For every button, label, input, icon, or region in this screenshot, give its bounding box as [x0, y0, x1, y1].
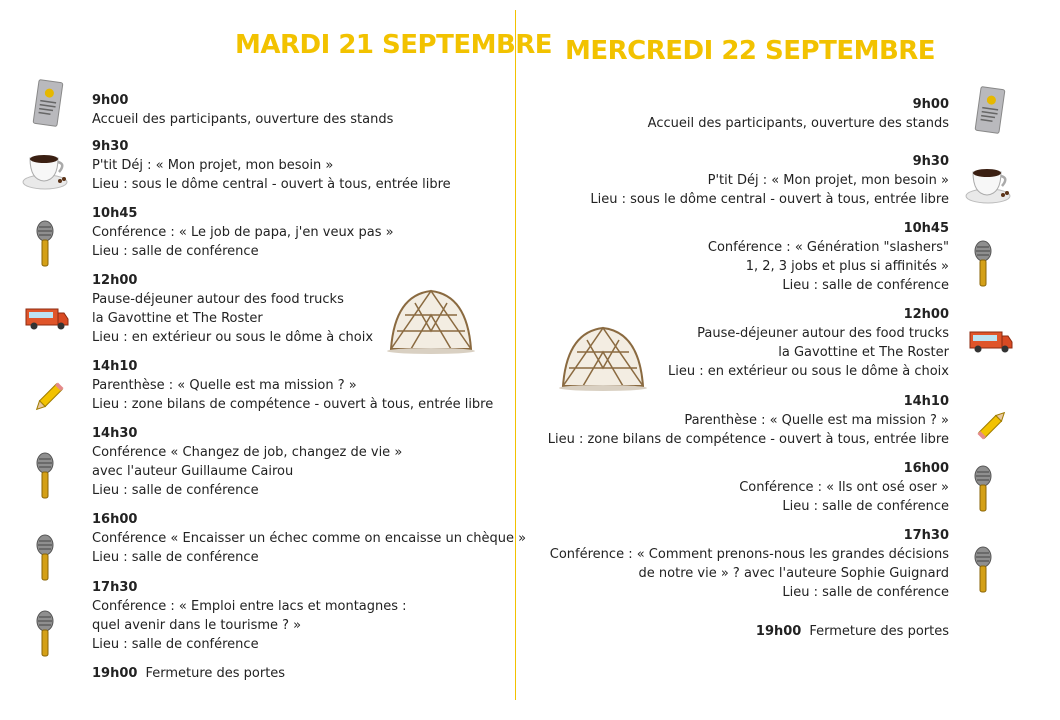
- event-line: Accueil des participants, ouverture des stands: [647, 116, 949, 131]
- event-time: 9h30: [92, 139, 129, 154]
- event-line: Lieu : salle de conférence: [92, 483, 259, 498]
- event-line: Conférence « Encaisser un échec comme on encaisse un chèque »: [92, 531, 527, 546]
- event-line: Lieu : sous le dôme central - ouvert à tous, entrée libre: [590, 192, 949, 207]
- pencil-icon: [975, 406, 1011, 442]
- event-right-1730: [550, 527, 949, 602]
- event-line: Lieu : salle de conférence: [782, 499, 949, 514]
- event-time: 9h00: [92, 93, 129, 108]
- event-line: avec l'auteur Guillaume Cairou: [92, 464, 294, 479]
- event-line: Fermeture des portes: [809, 624, 949, 639]
- event-right-1200: [668, 306, 949, 381]
- microphone-icon: [972, 465, 994, 513]
- event-line: Conférence : « Le job de papa, j'en veux pas »: [92, 225, 394, 240]
- event-time: 12h00: [92, 273, 138, 288]
- event-time: 10h45: [92, 206, 138, 221]
- name-badge-icon: [30, 75, 66, 131]
- pencil-icon: [30, 380, 66, 416]
- event-line: Lieu : salle de conférence: [92, 550, 259, 565]
- event-time: 17h30: [92, 580, 138, 595]
- microphone-icon: [34, 610, 56, 658]
- event-time: 14h30: [92, 426, 138, 441]
- event-line: Conférence : « Emploi entre lacs et montagnes :: [92, 599, 407, 614]
- event-line: Lieu : salle de conférence: [92, 244, 259, 259]
- event-left-1200: [92, 272, 373, 347]
- event-line: la Gavottine et The Roster: [778, 345, 949, 360]
- event-right-1900: [756, 622, 949, 641]
- food-truck-icon: [24, 305, 70, 331]
- event-line: Lieu : salle de conférence: [782, 278, 949, 293]
- event-line: Conférence : « Génération "slashers": [707, 240, 949, 255]
- event-line: 1, 2, 3 jobs et plus si affinités »: [745, 259, 949, 274]
- event-line: Lieu : zone bilans de compétence - ouvert à tous, entrée libre: [547, 432, 949, 447]
- event-line: Pause-déjeuner autour des food trucks: [697, 326, 949, 341]
- event-time: 19h00: [755, 624, 802, 639]
- event-line: Parenthèse : « Quelle est ma mission ? »: [92, 378, 357, 393]
- event-left-1410: [92, 358, 493, 414]
- event-time: 9h30: [912, 154, 949, 169]
- event-line: de notre vie » ? avec l'auteure Sophie Guignard: [638, 566, 949, 581]
- event-right-1600: [739, 460, 949, 516]
- event-line: quel avenir dans le tourisme ? »: [92, 618, 302, 633]
- event-right-1410: [548, 393, 949, 449]
- event-right-0900: [648, 96, 949, 133]
- event-left-1600: [92, 511, 526, 567]
- event-line: Conférence : « Comment prenons-nous les grandes décisions: [549, 547, 949, 562]
- microphone-icon: [34, 534, 56, 582]
- event-line: P'tit Déj : « Mon projet, mon besoin »: [707, 173, 949, 188]
- event-right-1045: [708, 220, 949, 295]
- event-line: la Gavottine et The Roster: [92, 311, 263, 326]
- day-title-wednesday: MERCREDI 22 SEPTEMBRE: [565, 36, 936, 66]
- event-time: 14h10: [92, 359, 138, 374]
- event-line: Lieu : en extérieur ou sous le dôme à choix: [92, 330, 374, 345]
- coffee-cup-icon: [965, 162, 1013, 206]
- event-line: Pause-déjeuner autour des food trucks: [92, 292, 344, 307]
- event-line: Lieu : salle de conférence: [782, 585, 949, 600]
- event-left-0900: [92, 92, 393, 129]
- column-divider: [515, 10, 516, 700]
- event-line: P'tit Déj : « Mon projet, mon besoin »: [92, 158, 334, 173]
- event-time: 14h10: [903, 394, 949, 409]
- event-left-1430: [92, 425, 402, 500]
- event-line: Lieu : zone bilans de compétence - ouvert à tous, entrée libre: [92, 397, 494, 412]
- event-line: Conférence « Changez de job, changez de vie »: [92, 445, 403, 460]
- event-time: 19h00: [92, 666, 138, 681]
- event-time: 10h45: [903, 221, 949, 236]
- event-time: 12h00: [903, 307, 949, 322]
- event-time: 16h00: [903, 461, 949, 476]
- event-line: Accueil des participants, ouverture des stands: [92, 112, 394, 127]
- microphone-icon: [34, 220, 56, 268]
- microphone-icon: [972, 240, 994, 288]
- event-line: Fermeture des portes: [145, 666, 286, 681]
- event-line: Lieu : en extérieur ou sous le dôme à choix: [667, 364, 949, 379]
- event-left-1730: [92, 579, 407, 654]
- event-line: Lieu : salle de conférence: [92, 637, 259, 652]
- event-time: 9h00: [912, 97, 949, 112]
- coffee-cup-icon: [22, 148, 70, 192]
- event-left-1045: [92, 205, 394, 261]
- microphone-icon: [972, 546, 994, 594]
- name-badge-icon: [972, 82, 1008, 138]
- event-left-1900: [92, 664, 285, 683]
- event-line: Parenthèse : « Quelle est ma mission ? »: [684, 413, 949, 428]
- food-truck-icon: [968, 328, 1014, 354]
- geodesic-dome-illustration: [385, 285, 477, 355]
- geodesic-dome-illustration: [557, 322, 649, 392]
- event-time: 16h00: [92, 512, 138, 527]
- microphone-icon: [34, 452, 56, 500]
- event-right-0930: [590, 153, 949, 209]
- event-line: Conférence : « Ils ont osé oser »: [739, 480, 949, 495]
- event-time: 17h30: [903, 528, 949, 543]
- event-left-0930: [92, 138, 451, 194]
- event-line: Lieu : sous le dôme central - ouvert à tous, entrée libre: [92, 177, 451, 192]
- day-title-tuesday: MARDI 21 SEPTEMBRE: [235, 30, 553, 60]
